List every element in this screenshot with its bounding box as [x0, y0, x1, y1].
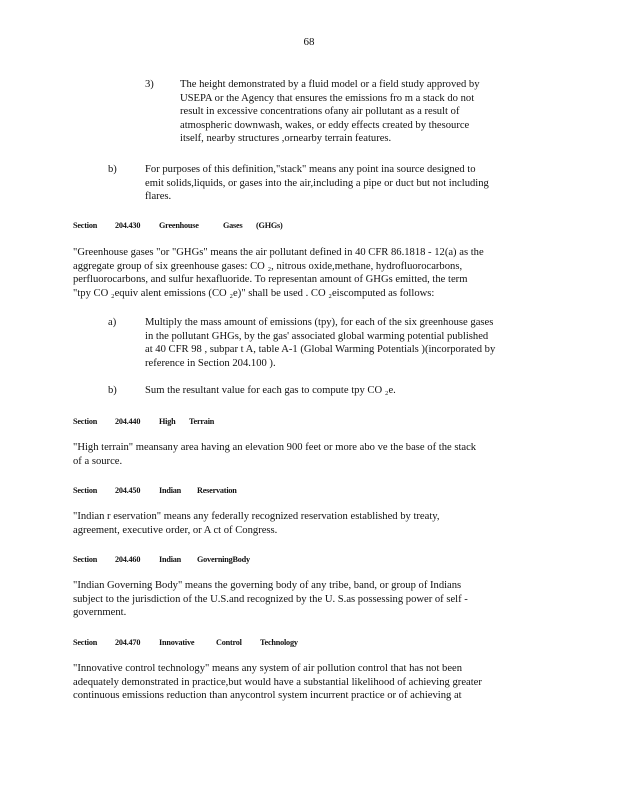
section-title-word: Greenhouse [159, 221, 199, 230]
section-number: 204.460 [115, 555, 141, 564]
section-label: Section [73, 221, 98, 230]
text-line: itself, nearby structures ,ornearby terrain features. [180, 133, 392, 145]
text-line: continuous emissions reduction than anycontrol system incurrent practice or of achieving at [73, 690, 462, 702]
list-item-label: b) [108, 164, 117, 175]
text-line: subject to the jurisdiction of the U.S.and recognized by the U. S.as possessing power of self - [73, 593, 468, 605]
text-line: Multiply the mass amount of emissions (tpy), for each of the six greenhouse gases [145, 317, 494, 328]
definition-greenhouse-gases [73, 246, 535, 300]
text-line: atmospheric downwash, wakes, or eddy effects created by thesource [180, 119, 470, 131]
section-number: 204.430 [115, 221, 141, 230]
definition-innovative-control-technology [73, 662, 535, 703]
section-title-word: Innovative [159, 638, 195, 647]
section-title-word: (GHGs) [256, 221, 283, 230]
section-number: 204.470 [115, 638, 141, 647]
section-title-word: Reservation [197, 486, 237, 495]
section-title-word: Indian [159, 555, 182, 564]
page-number: 68 [303, 36, 315, 48]
list-item-text [180, 78, 540, 146]
text-line: "Innovative control technology" means any system of air pollution control that has not been [73, 663, 463, 674]
section-title-word: Indian [159, 486, 182, 495]
text-line: For purposes of this definition,"stack" means any point ina source designed to [145, 164, 476, 175]
section-label: Section [73, 486, 98, 495]
section-title-word: GoverningBody [197, 555, 250, 564]
section-heading-204-430 [73, 219, 283, 233]
definition-high-terrain [73, 441, 535, 468]
text-line: of a source. [73, 455, 123, 467]
list-item-text [145, 316, 545, 370]
text-line: Sum the resultant value for each gas to compute tpy CO ₂e. [145, 385, 396, 396]
section-number: 204.450 [115, 486, 141, 495]
definition-indian-governing-body [73, 579, 535, 620]
section-label: Section [73, 638, 98, 647]
section-heading-204-450 [73, 484, 237, 498]
text-line: "Indian r eservation" means any federally recognized reservation established by treaty, [73, 511, 440, 522]
list-item-text [145, 384, 545, 398]
text-line: flares. [145, 191, 172, 203]
section-title-word: Terrain [189, 417, 215, 426]
text-line: result in excessive concentrations ofany air pollutant as a result of [180, 106, 460, 118]
text-line: perfluorocarbons, and sulfur hexafluoride. To representan amount of GHGs emitted, the term [73, 274, 468, 286]
text-line: "Greenhouse gases "or "GHGs" means the air pollutant defined in 40 CFR 86.1818 - 12(a) as the [73, 247, 484, 258]
list-item-text [145, 163, 545, 204]
section-number: 204.440 [115, 417, 141, 426]
text-line: at 40 CFR 98 , subpar t A, table A-1 (Global Warming Potentials )(incorporated by [145, 344, 496, 356]
section-heading-204-460 [73, 553, 250, 567]
text-line: emit solids,liquids, or gases into the air,including a pipe or duct but not including [145, 177, 489, 189]
section-label: Section [73, 417, 98, 426]
text-line: "tpy CO ₂equiv alent emissions (CO ₂e)" shall be used . CO ₂eiscomputed as follows: [73, 287, 435, 299]
list-item-label: a) [108, 317, 117, 328]
section-title-word: Gases [223, 221, 243, 230]
list-item-label: b) [108, 385, 117, 396]
text-line: agreement, executive order, or A ct of Congress. [73, 524, 278, 536]
text-line: The height demonstrated by a fluid model or a field study approved by [180, 79, 480, 90]
section-heading-204-440 [73, 415, 214, 429]
text-line: "Indian Governing Body" means the governing body of any tribe, band, or group of Indians [73, 580, 462, 591]
list-item-label: 3) [145, 79, 154, 90]
text-line: "High terrain" meansany area having an elevation 900 feet or more abo ve the base of the stack [73, 442, 477, 453]
section-title-word: Control [216, 638, 242, 647]
section-heading-204-470 [73, 636, 298, 650]
text-line: government. [73, 607, 127, 619]
section-title-word: High [159, 417, 176, 426]
section-title-word: Technology [260, 638, 298, 647]
text-line: adequately demonstrated in practice,but would have a substantial likelihood of achieving greater [73, 676, 482, 688]
definition-indian-reservation [73, 510, 535, 537]
section-label: Section [73, 555, 98, 564]
text-line: aggregate group of six greenhouse gases: CO ₂, nitrous oxide,methane, hydrofluorocarbons, [73, 260, 463, 272]
text-line: in the pollutant GHGs, by the gas' associated global warming potential published [145, 330, 489, 342]
text-line: USEPA or the Agency that ensures the emissions fro m a stack do not [180, 92, 475, 104]
text-line: reference in Section 204.100 ). [145, 357, 276, 369]
